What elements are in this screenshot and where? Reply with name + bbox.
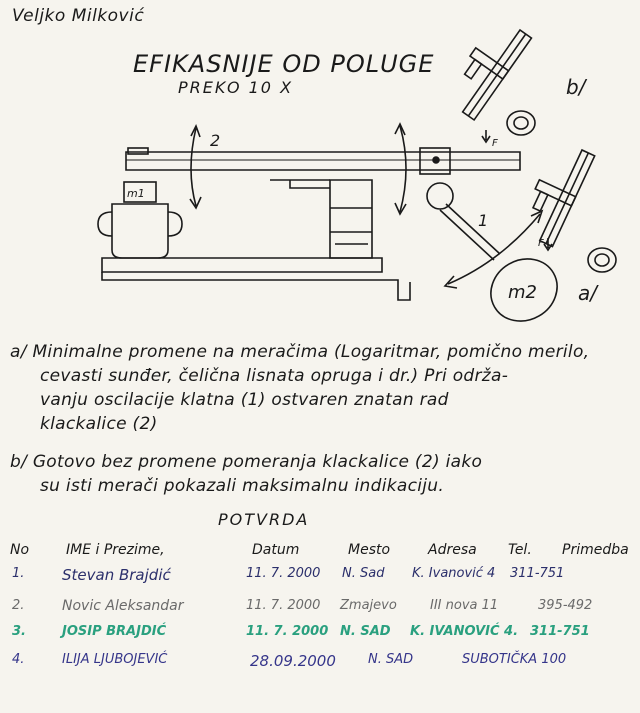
row-place: Zmajevo [340, 598, 397, 613]
beam-end-block [128, 148, 148, 154]
column-header-place: Mesto [348, 542, 391, 558]
row-tel: 311-751 [530, 624, 590, 639]
table-row [0, 652, 640, 676]
row-no: 3. [12, 624, 26, 639]
support-column [330, 180, 372, 258]
pendulum-lever-diagram [0, 0, 640, 340]
column-header-date: Datum [252, 542, 300, 558]
pendulum-arm [440, 204, 500, 260]
row-date: 11. 7. 2000 [246, 566, 321, 581]
row-name: Novic Aleksandar [62, 598, 184, 614]
row-date: 28.09.2000 [250, 652, 336, 670]
caliper-top [441, 15, 531, 120]
lever-beam [126, 152, 520, 170]
label-variant-a: a/ [578, 281, 597, 305]
note-a-line: klackalice (2) [40, 414, 158, 434]
row-no: 1. [12, 566, 25, 581]
ring-bottom [588, 248, 616, 272]
table-row [0, 566, 640, 590]
row-address: SUBOTIČKA 100 [462, 652, 567, 667]
row-no: 4. [12, 652, 25, 667]
document-title: EFIKASNIJE OD POLUGE [133, 50, 435, 78]
row-date: 11. 7. 2000 [246, 598, 321, 613]
document-subtitle: PREKO 10 X [178, 78, 294, 97]
row-address: K. Ivanović 4 [412, 566, 496, 581]
note-a [10, 340, 635, 436]
table-row [0, 598, 640, 622]
row-tel: 395-492 [538, 598, 593, 613]
floor-line [102, 272, 410, 300]
column-header-no: No [10, 542, 30, 558]
pendulum-pivot [427, 183, 453, 209]
rotation-arrow-right [400, 126, 406, 212]
column-header-tel: Tel. [508, 542, 532, 558]
row-name: ILIJA LJUBOJEVIĆ [62, 652, 168, 667]
caliper-bottom [516, 139, 595, 247]
row-address: K. IVANOVIĆ 4. [410, 624, 519, 639]
label-force-bottom: F [538, 238, 544, 249]
label-arrow-2: 2 [210, 131, 221, 150]
row-place: N. Sad [342, 566, 385, 581]
confirmation-heading: POTVRDA [218, 510, 310, 529]
row-no: 2. [12, 598, 25, 613]
column-header-name: IME i Prezime, [66, 542, 165, 558]
row-address: III nova 11 [430, 598, 499, 613]
bucket [112, 204, 168, 258]
label-arrow-1: 1 [478, 211, 489, 230]
note-a-line: cevasti sunđer, čelična lisnata opruga i dr.) Pri održa- [40, 366, 509, 386]
ring-top [507, 111, 535, 135]
table-row [0, 624, 640, 648]
column-header-address: Adresa [428, 542, 477, 558]
row-place: N. SAD [340, 624, 391, 639]
label-variant-b: b/ [566, 75, 586, 99]
row-place: N. SAD [368, 652, 414, 667]
label-mass-m2: m2 [508, 282, 537, 303]
label-mass-m1: m1 [127, 187, 145, 200]
note-b-line: su isti merači pokazali maksimalnu indikaciju. [40, 476, 445, 496]
label-force-top: F [492, 138, 498, 149]
note-b [10, 450, 635, 498]
base-platform [102, 258, 382, 272]
note-a-line: vanju oscilacije klatna (1) ostvaren znatan rad [40, 390, 449, 410]
row-name: JOSIP BRAJDIĆ [62, 624, 167, 639]
pivot-bracket [270, 180, 330, 188]
row-tel: 311-751 [510, 566, 565, 581]
note-b-line: b/ Gotovo bez promene pomeranja klackalice (2) iako [10, 452, 483, 472]
author-name: Veljko Milković [12, 6, 145, 26]
row-date: 11. 7. 2000 [246, 624, 329, 639]
column-header-note: Primedba [562, 542, 629, 558]
note-a-line: a/ Minimalne promene na meračima (Logaritmar, pomično merilo, [10, 342, 590, 362]
row-name: Stevan Brajdić [62, 566, 171, 584]
rotation-arrow-2 [191, 128, 196, 206]
